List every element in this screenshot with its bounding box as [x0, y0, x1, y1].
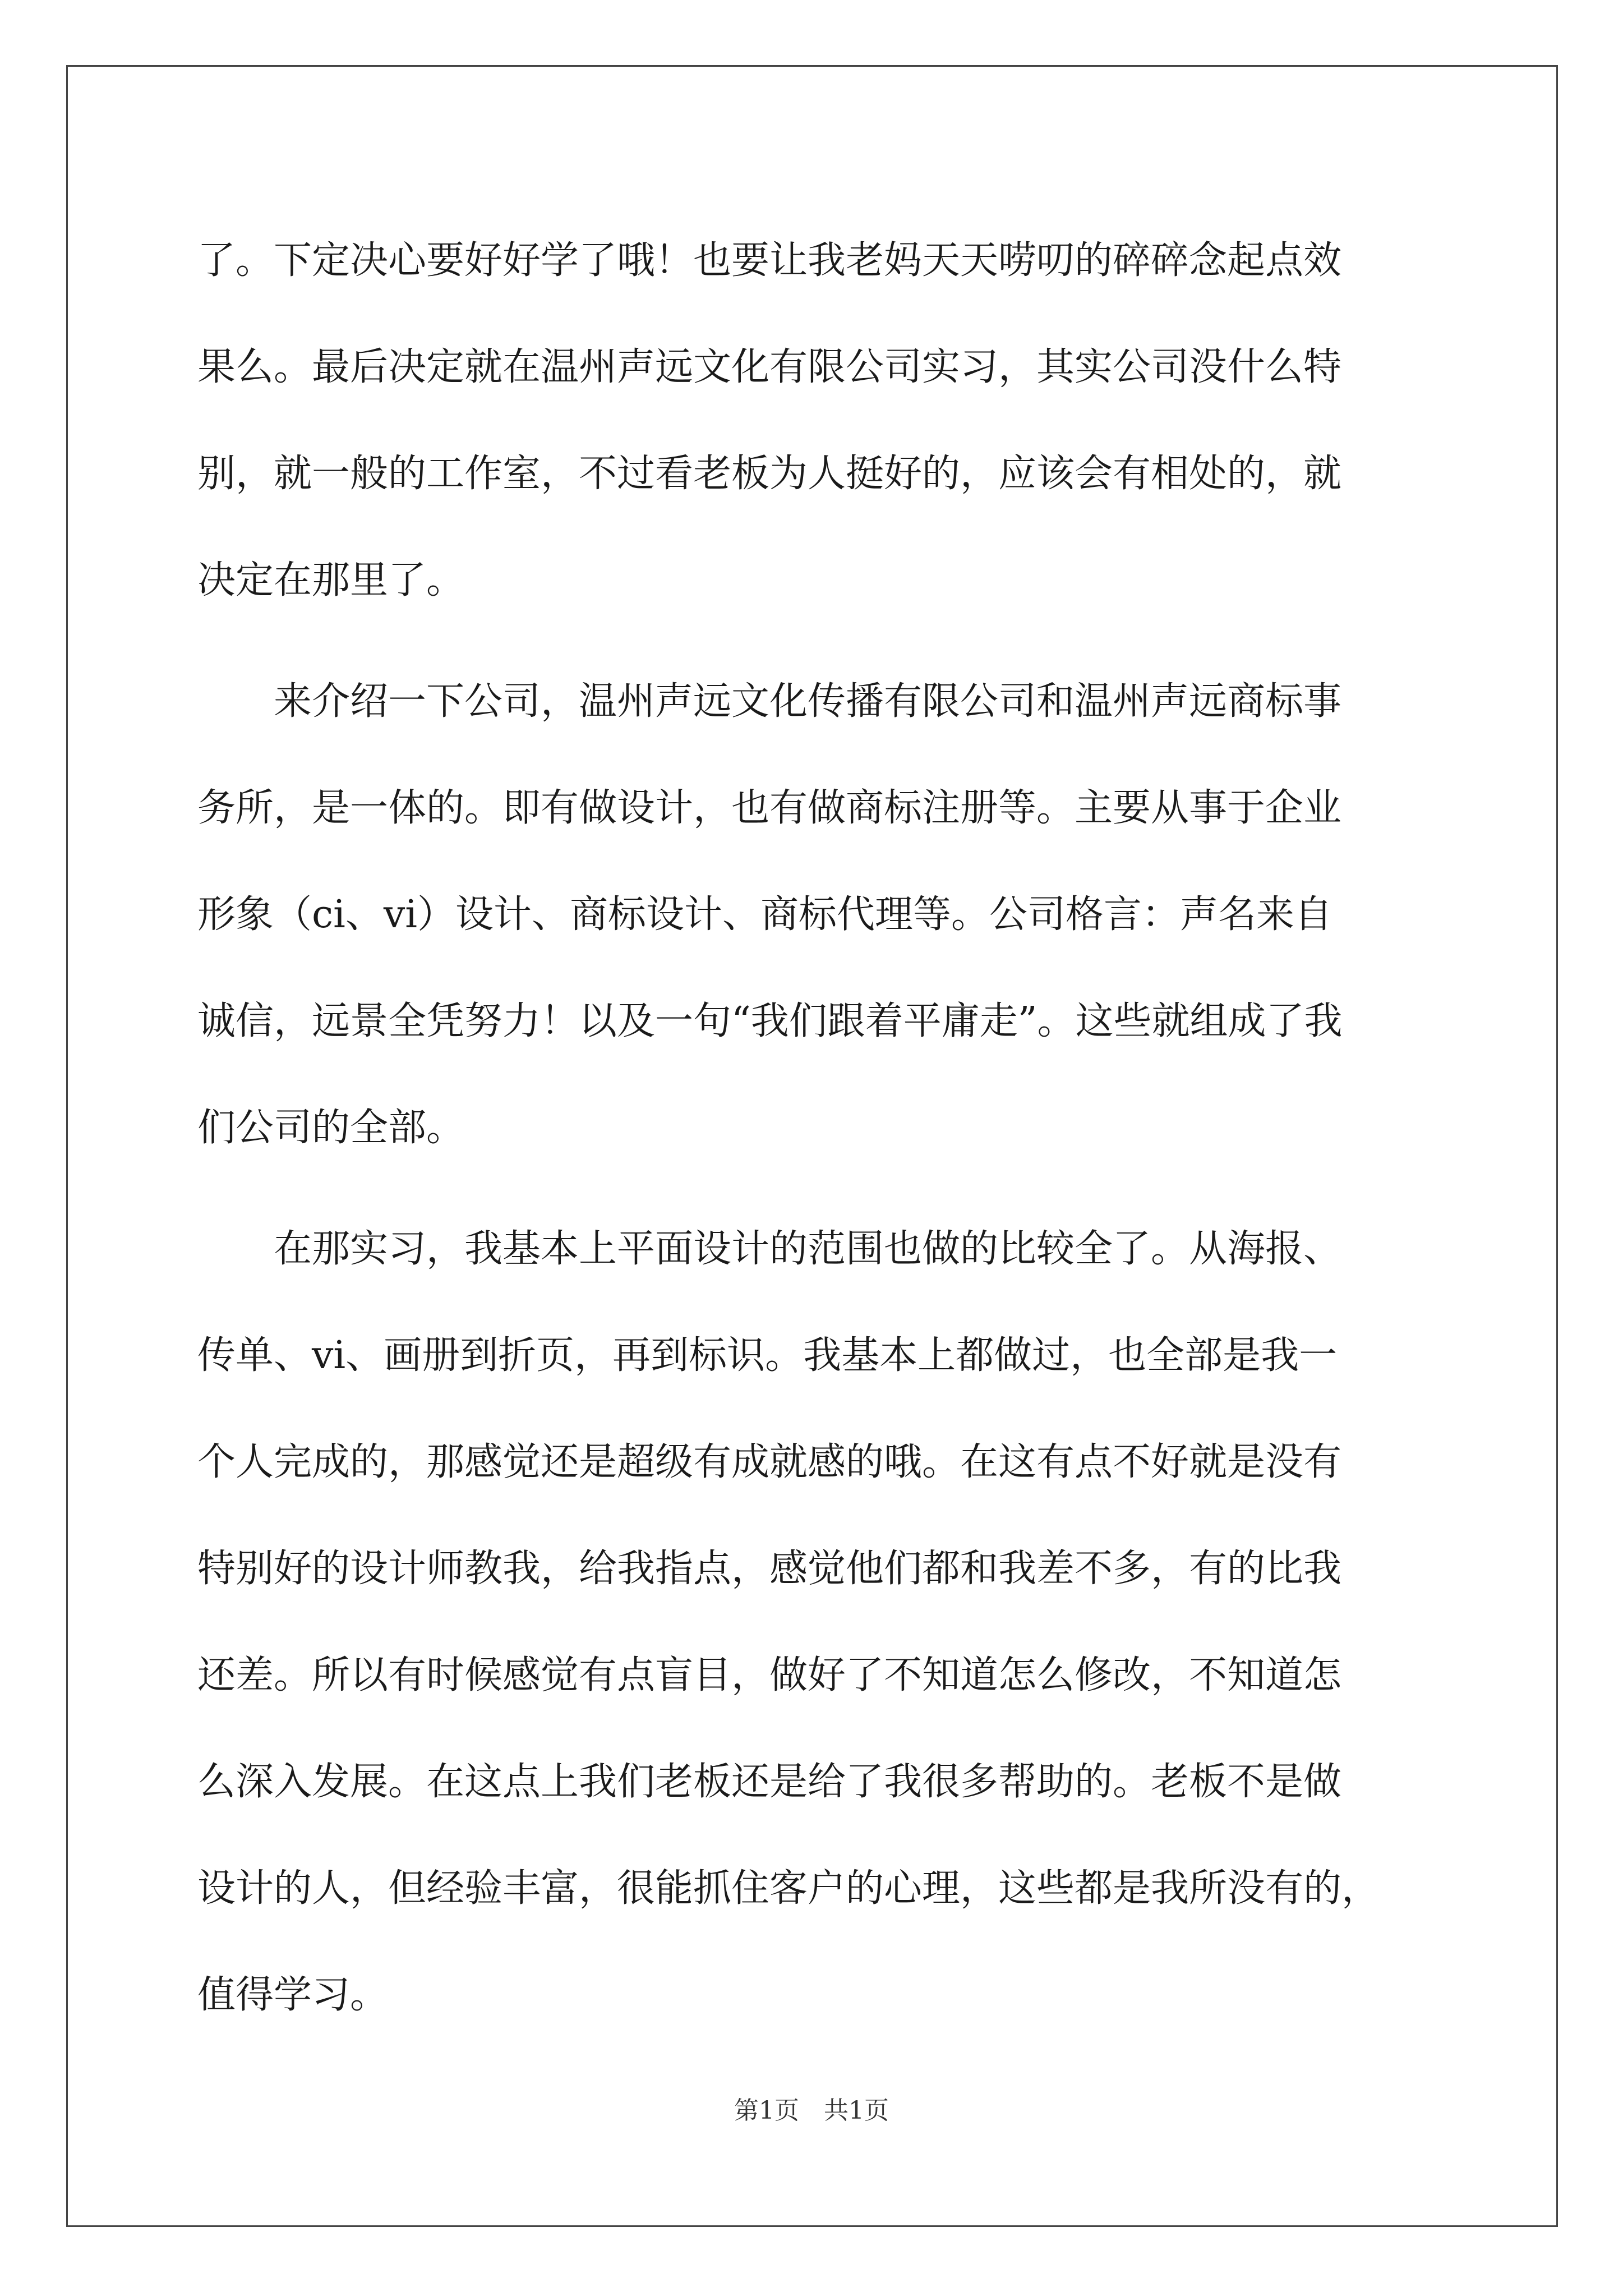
document-body — [197, 208, 1426, 2063]
text-line: 设计的人，但经验丰富，很能抓住客户的心理，这些都是我所没有的， — [197, 1866, 1380, 1911]
text-line: 个人完成的，那感觉还是超级有成就感的哦。在这有点不好就是没有 — [197, 1440, 1342, 1484]
text-line: 么深入发展。在这点上我们老板还是给了我很多帮助的。老板不是做 — [197, 1760, 1342, 1804]
text-line: 别，就一般的工作室，不过看老板为人挺好的，应该会有相处的，就 — [197, 452, 1342, 496]
page-footer: 第1页 共1页 — [734, 2096, 889, 2125]
text-line: 了。下定决心要好好学了哦！也要让我老妈天天唠叨的碎碎念起点效 — [197, 238, 1342, 283]
text-line: 们公司的全部。 — [197, 1106, 465, 1150]
paragraph-3 — [197, 1196, 1426, 2049]
text-line: 果么。最后决定就在温州声远文化有限公司实习，其实公司没什么特 — [197, 345, 1342, 389]
text-line: 决定在那里了。 — [197, 558, 465, 602]
text-line: 务所，是一体的。即有做设计，也有做商标注册等。主要从事于企业 — [197, 786, 1342, 830]
text-line: 形象（ci、vi）设计、商标设计、商标代理等。公司格言：声名来自 — [197, 892, 1332, 937]
text-line: 传单、vi、画册到折页，再到标识。我基本上都做过，也全部是我一 — [197, 1333, 1338, 1378]
text-line: 在那实习，我基本上平面设计的范围也做的比较全了。从海报、 — [197, 1227, 1342, 1271]
text-line: 还差。所以有时候感觉有点盲目，做好了不知道怎么修改，不知道怎 — [197, 1653, 1342, 1697]
text-line: 值得学习。 — [197, 1973, 389, 2017]
text-line: 来介绍一下公司，温州声远文化传播有限公司和温州声远商标事 — [197, 679, 1342, 724]
text-line: 诚信，远景全凭努力！以及一句“我们跟着平庸走”。这些就组成了我 — [197, 999, 1343, 1043]
text-line: 特别好的设计师教我，给我指点，感觉他们都和我差不多，有的比我 — [197, 1547, 1342, 1591]
paragraph-2 — [197, 648, 1426, 1181]
paragraph-1 — [197, 208, 1426, 634]
